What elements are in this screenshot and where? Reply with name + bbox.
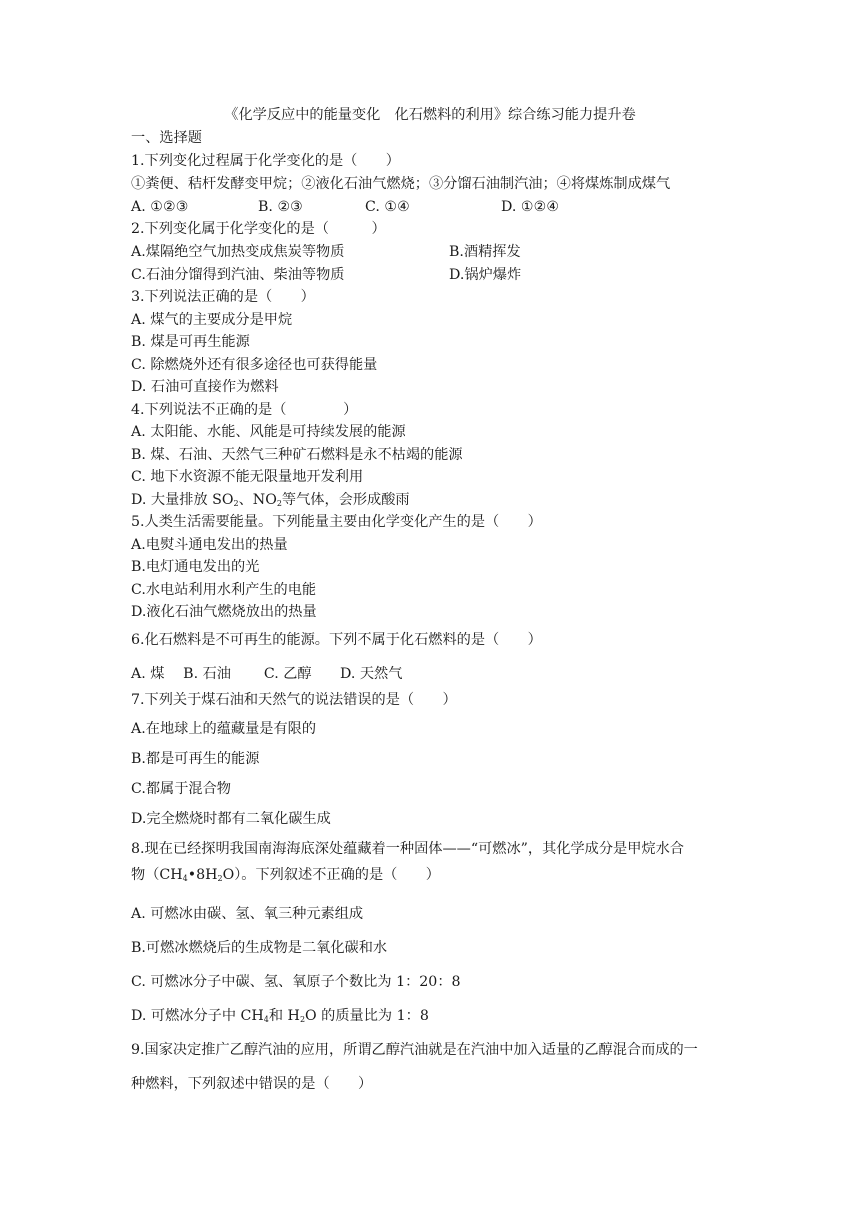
q2-stem: 2.下列变化属于化学变化的是（ ）: [131, 221, 386, 237]
q3-option-c: C. 除燃烧外还有很多途径也可获得能量: [131, 357, 378, 373]
q4-d-text-2: 、NO: [238, 492, 277, 508]
q5-option-d: D.液化石油气燃烧放出的热量: [131, 604, 317, 620]
document-title: 《化学反应中的能量变化 化石燃料的利用》综合练习能力提升卷: [224, 107, 636, 123]
q9-stem-line2: 种燃料，下列叙述中错误的是（ ）: [131, 1076, 373, 1092]
q3-stem: 3.下列说法正确的是（ ）: [131, 289, 315, 305]
q4-d-text-1: D. 大量排放 SO: [131, 492, 234, 508]
q2-option-d: D.锅炉爆炸: [449, 267, 522, 283]
q6-stem: 6.化石燃料是不可再生的能源。下列不属于化石燃料的是（ ）: [131, 632, 542, 648]
q9-stem-line1: 9.国家决定推广乙醇汽油的应用，所谓乙醇汽油就是在汽油中加入适量的乙醇混合而成的一: [131, 1042, 698, 1058]
q2-option-b: B.酒精挥发: [449, 244, 521, 260]
q6-options: A. 煤 B. 石油 C. 乙醇 D. 天然气: [131, 666, 403, 682]
q4-stem: 4.下列说法不正确的是（ ）: [131, 402, 358, 418]
q3-option-b: B. 煤是可再生能源: [131, 334, 250, 350]
q8-d-text-3: O 的质量比为 1：8: [305, 1008, 429, 1024]
q8-stem-line1: 8.现在已经探明我国南海海底深处蕴藏着一种固体——“可燃冰”，其化学成分是甲烷水合: [131, 841, 684, 857]
q3-option-d: D. 石油可直接作为燃料: [131, 379, 279, 395]
q4-d-subscript-1: 2: [233, 499, 239, 508]
section-heading: 一、选择题: [131, 130, 202, 146]
q8-stem-text-3: O）。下列叙述不正确的是（ ）: [222, 867, 440, 883]
q8-stem-text-1: 物（CH: [131, 867, 183, 883]
q4-option-b: B. 煤、石油、天然气三种矿石燃料是永不枯竭的能源: [131, 447, 463, 463]
q1-option-a: A. ①②③: [131, 199, 189, 215]
q8-d-text-2: 和 H: [268, 1008, 300, 1024]
q2-option-a: A.煤隔绝空气加热变成焦炭等物质: [131, 244, 345, 260]
q8-stem-subscript-2: 2: [217, 874, 223, 883]
q1-items: ①粪便、秸杆发酵变甲烷；②液化石油气燃烧；③分馏石油制汽油；④将煤炼制成煤气: [131, 176, 671, 192]
q8-d-subscript-2: 2: [299, 1015, 306, 1024]
q8-stem-text-2: •8H: [187, 867, 218, 883]
q5-option-a: A.电熨斗通电发出的热量: [131, 537, 288, 553]
q7-option-a: A.在地球上的蕴藏量是有限的: [131, 721, 317, 737]
q7-option-d: D.完全燃烧时都有二氧化碳生成: [131, 811, 331, 827]
q3-option-a: A. 煤气的主要成分是甲烷: [131, 312, 293, 328]
q8-option-c: C. 可燃冰分子中碳、氢、氧原子个数比为 1：20：8: [131, 974, 461, 990]
q7-option-c: C.都属于混合物: [131, 781, 231, 797]
q1-option-c: C. ①④: [365, 199, 410, 215]
q1-option-b: B. ②③: [258, 199, 303, 215]
q4-option-d: [131, 491, 410, 509]
q8-d-subscript-1: 4: [263, 1015, 269, 1024]
q5-option-c: C.水电站利用水利产生的电能: [131, 582, 317, 598]
q4-d-subscript-2: 2: [276, 499, 282, 508]
q1-option-d: D. ①②④: [501, 199, 560, 215]
q8-stem-line2: [131, 866, 440, 884]
q7-stem: 7.下列关于煤石油和天然气的说法错误的是（ ）: [131, 692, 457, 708]
q8-option-a: A. 可燃冰由碳、氢、氧三种元素组成: [131, 906, 364, 922]
q4-option-c: C. 地下水资源不能无限量地开发利用: [131, 469, 364, 485]
q8-stem-subscript-1: 4: [182, 874, 188, 883]
q8-option-b: B.可燃冰燃烧后的生成物是二氧化碳和水: [131, 940, 388, 956]
q5-stem: 5.人类生活需要能量。下列能量主要由化学变化产生的是（ ）: [131, 514, 542, 530]
q4-option-a: A. 太阳能、水能、风能是可持续发展的能源: [131, 424, 406, 440]
q1-stem: 1.下列变化过程属于化学变化的是（ ）: [131, 153, 400, 169]
q4-d-text-3: 等气体，会形成酸雨: [281, 492, 410, 508]
q8-option-d: [131, 1007, 429, 1025]
q7-option-b: B.都是可再生的能源: [131, 751, 260, 767]
q8-d-text-1: D. 可燃冰分子中 CH: [131, 1008, 264, 1024]
q2-option-c: C.石油分馏得到汽油、柴油等物质: [131, 267, 345, 283]
q5-option-b: B.电灯通电发出的光: [131, 559, 260, 575]
